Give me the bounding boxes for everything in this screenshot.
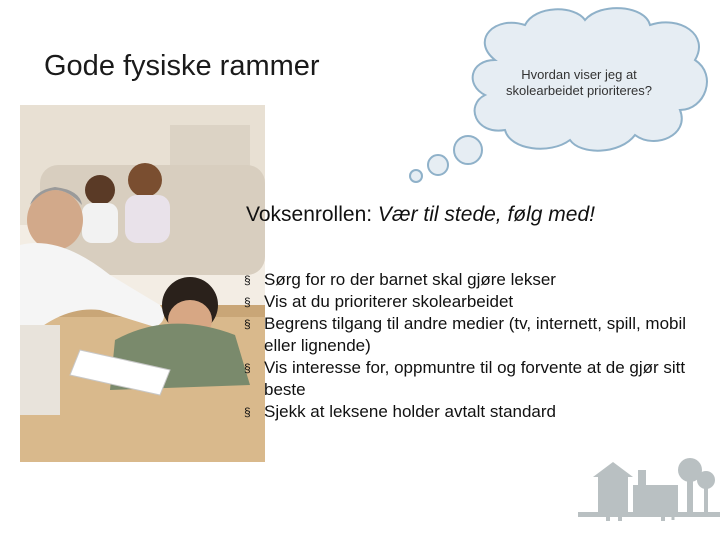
bullet-marker: §: [244, 405, 251, 419]
bullet-marker: §: [244, 295, 251, 309]
heading-emphasis: Vær til stede, følg med!: [377, 203, 595, 226]
bullet-text: Sjekk at leksene holder avtalt standard: [264, 402, 557, 421]
slide-title: Gode fysiske rammer: [44, 50, 320, 82]
thought-bubble-text: Hvordan viser jeg at skolearbeidet prioriteres?: [506, 67, 652, 98]
bullet-item: [244, 313, 714, 357]
bullet-item: [244, 269, 714, 291]
bullet-text: Begrens tilgang til andre medier (tv, internett, spill, mobil eller lignende): [264, 314, 687, 355]
section-heading: [246, 203, 595, 227]
family-homework-photo-icon: [20, 105, 265, 462]
school-skyline-icon: [578, 450, 720, 540]
bullet-item: [244, 357, 714, 401]
bullet-item: [244, 401, 714, 423]
bullet-text: Vis at du prioriterer skolearbeidet: [264, 292, 514, 311]
bullet-marker: §: [244, 361, 251, 375]
bullet-item: [244, 291, 714, 313]
bullet-list: [244, 269, 714, 423]
heading-prefix: Voksenrollen:: [246, 203, 378, 226]
bullet-marker: §: [244, 317, 251, 331]
bullet-marker: §: [244, 273, 251, 287]
bullet-text: Sørg for ro der barnet skal gjøre lekser: [264, 270, 556, 289]
bullet-text: Vis interesse for, oppmuntre til og forvente at de gjør sitt beste: [264, 358, 686, 399]
thought-cloud: [400, 0, 720, 200]
